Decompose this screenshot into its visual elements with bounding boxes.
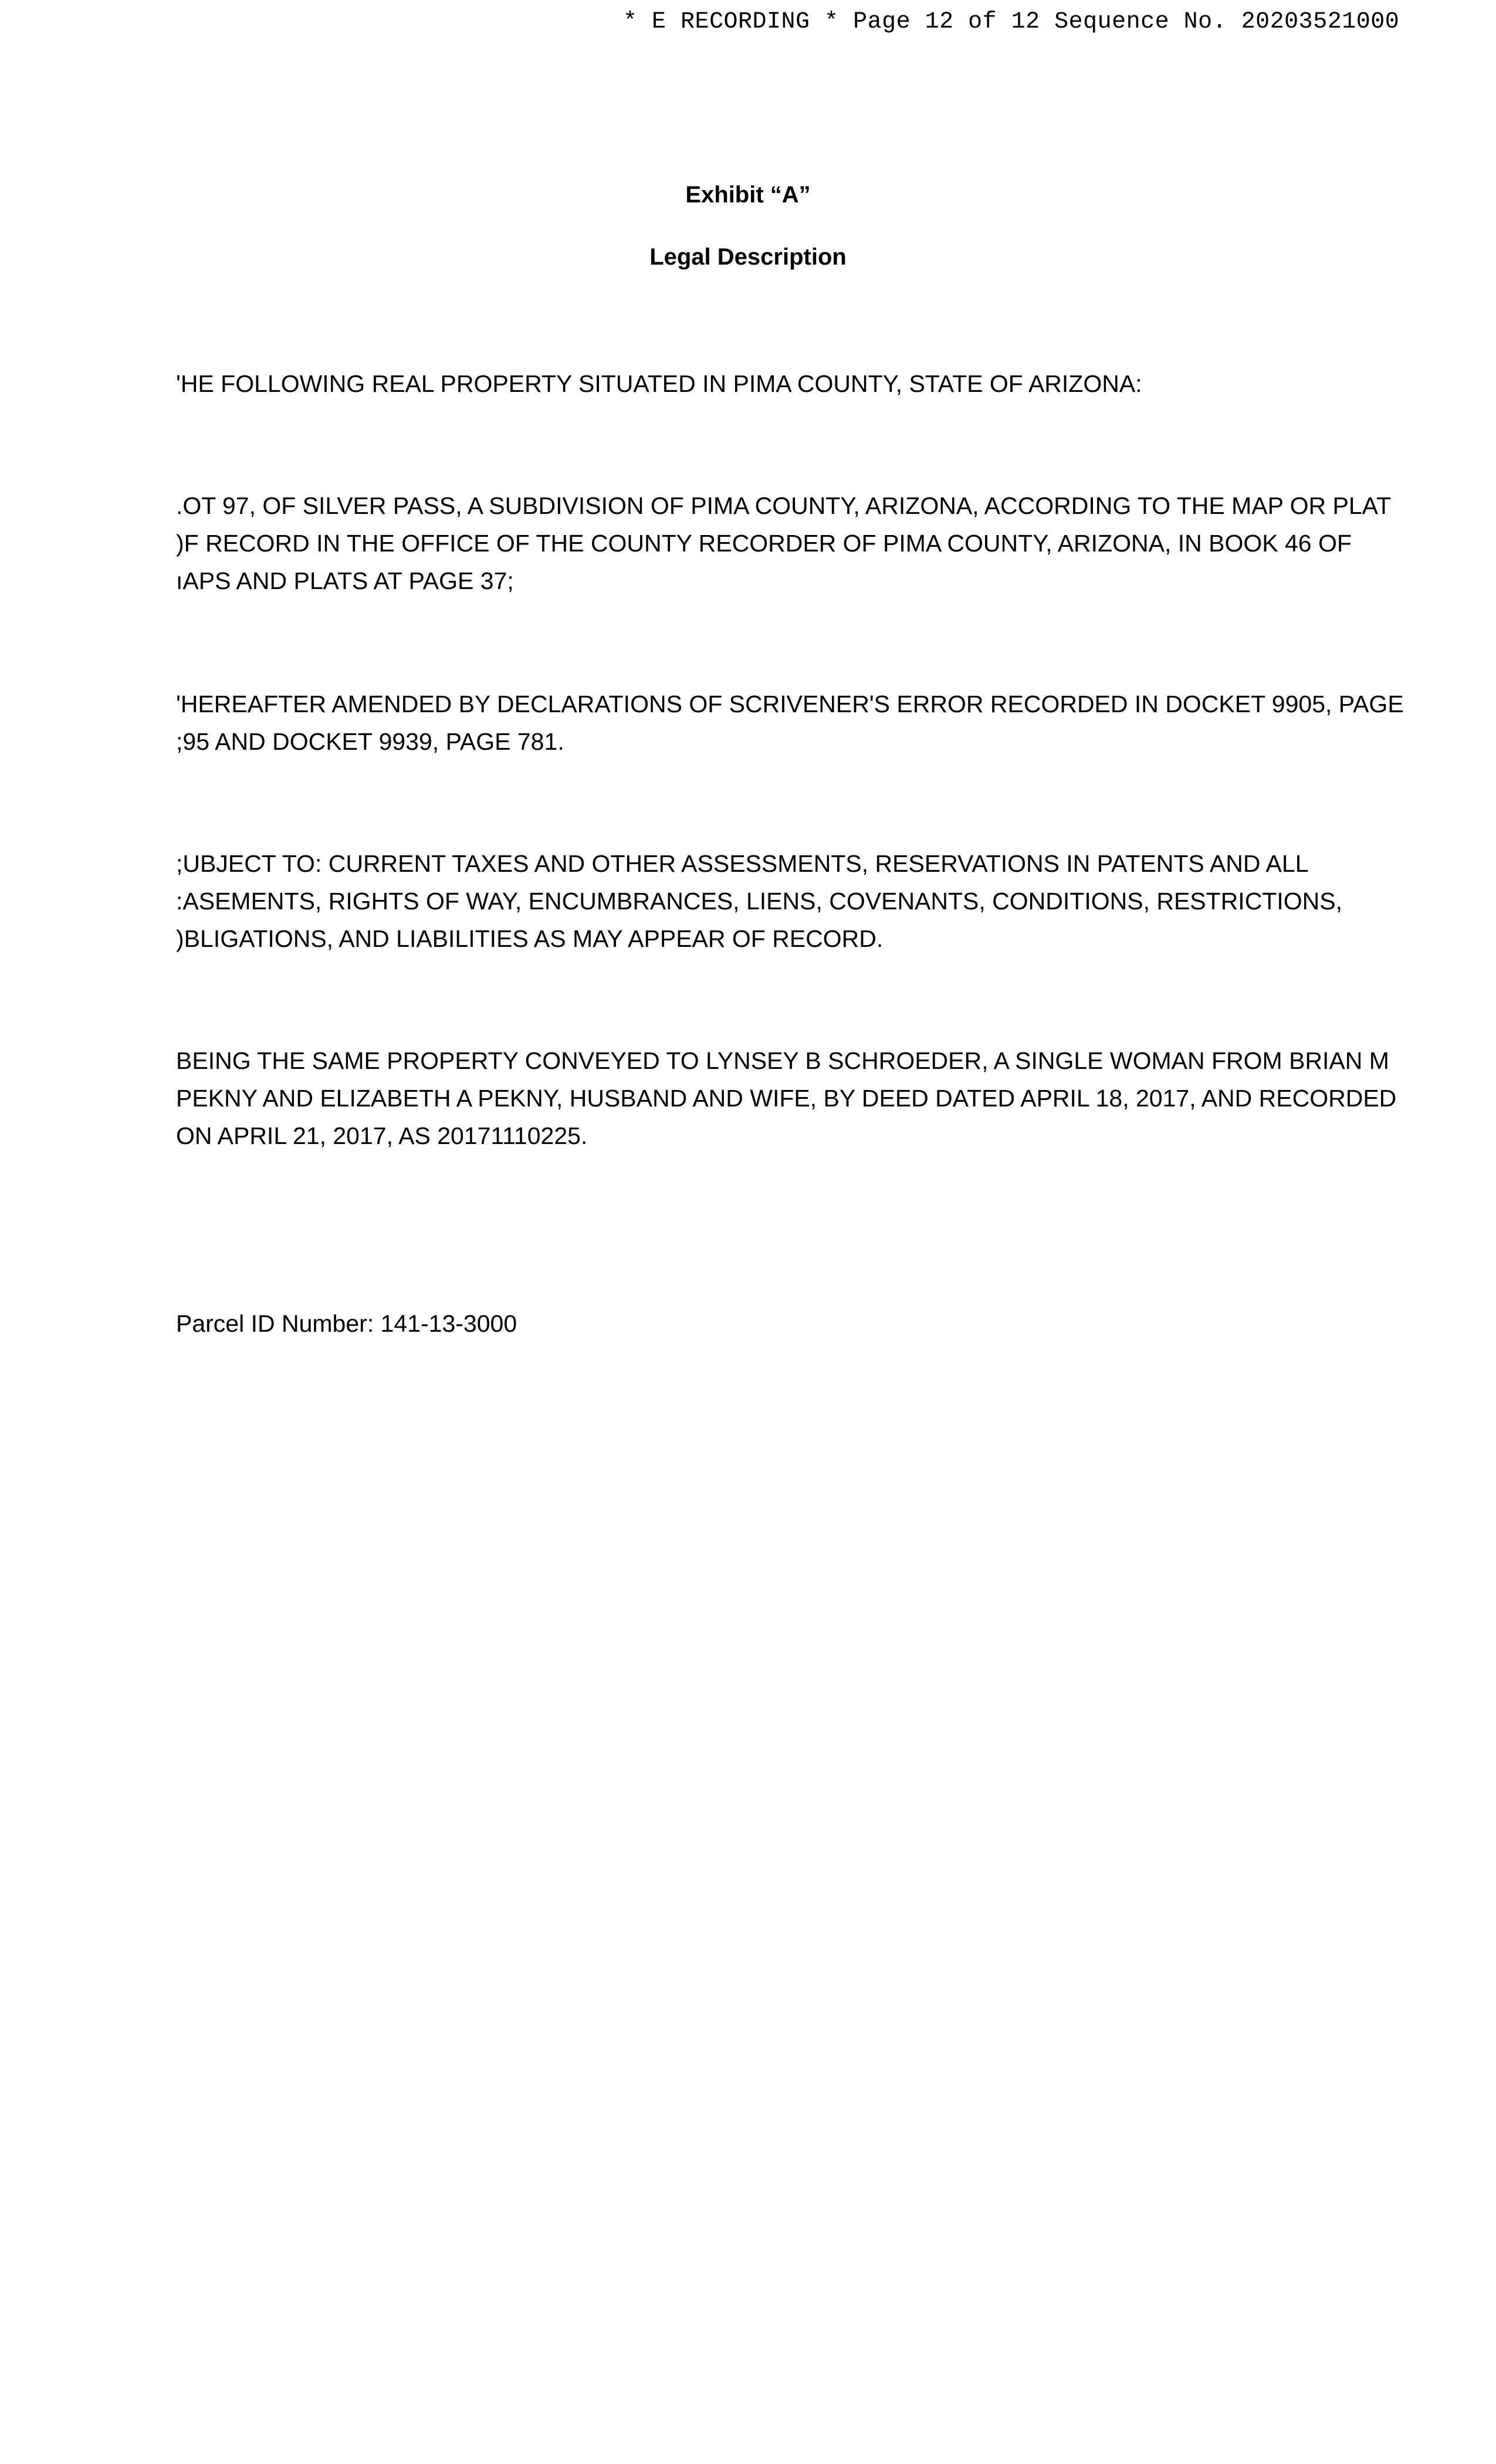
- paragraph-line: )BLIGATIONS, AND LIABILITIES AS MAY APPEAR OF RECORD.: [176, 925, 884, 952]
- paragraph-line: ON APRIL 21, 2017, AS 20171110225.: [176, 1122, 588, 1149]
- paragraph-line: PEKNY AND ELIZABETH A PEKNY, HUSBAND AND WIFE, BY DEED DATED APRIL 18, 2017, AND RECORDED: [176, 1085, 1397, 1112]
- parcel-id-line: Parcel ID Number: 141-13-3000: [176, 1310, 517, 1337]
- exhibit-title: Exhibit “A”: [685, 182, 811, 208]
- paragraph-line: .OT 97, OF SILVER PASS, A SUBDIVISION OF PIMA COUNTY, ARIZONA, ACCORDING TO THE MAP OR PLAT: [176, 492, 1392, 519]
- paragraph-line: ;UBJECT TO: CURRENT TAXES AND OTHER ASSESSMENTS, RESERVATIONS IN PATENTS AND ALL: [176, 850, 1309, 877]
- paragraph-line: )F RECORD IN THE OFFICE OF THE COUNTY RECORDER OF PIMA COUNTY, ARIZONA, IN BOOK 46 OF: [176, 530, 1352, 557]
- conveyance-paragraph: [176, 1042, 1397, 1155]
- property-location-paragraph: [176, 365, 1349, 402]
- legal-description-title: Legal Description: [649, 244, 847, 270]
- amendment-paragraph: [176, 685, 1404, 760]
- paragraph-line: :ASEMENTS, RIGHTS OF WAY, ENCUMBRANCES, LIENS, COVENANTS, CONDITIONS, RESTRICTIONS,: [176, 888, 1342, 915]
- paragraph-line: ıAPS AND PLATS AT PAGE 37;: [176, 567, 514, 594]
- paragraph-line: BEING THE SAME PROPERTY CONVEYED TO LYNSEY B SCHROEDER, A SINGLE WOMAN FROM BRIAN M: [176, 1047, 1389, 1074]
- recording-stamp: * E RECORDING * Page 12 of 12 Sequence No. 20203521000: [623, 9, 1400, 35]
- paragraph-line: 'HE FOLLOWING REAL PROPERTY SITUATED IN PIMA COUNTY, STATE OF ARIZONA:: [176, 370, 1142, 397]
- paragraph-line: 'HEREAFTER AMENDED BY DECLARATIONS OF SCRIVENER'S ERROR RECORDED IN DOCKET 9905, PAGE: [176, 691, 1404, 717]
- lot-description-paragraph: [176, 487, 1392, 600]
- parcel-id-paragraph: [176, 1305, 1349, 1342]
- paragraph-line: ;95 AND DOCKET 9939, PAGE 781.: [176, 728, 564, 755]
- subject-to-paragraph: [176, 845, 1349, 957]
